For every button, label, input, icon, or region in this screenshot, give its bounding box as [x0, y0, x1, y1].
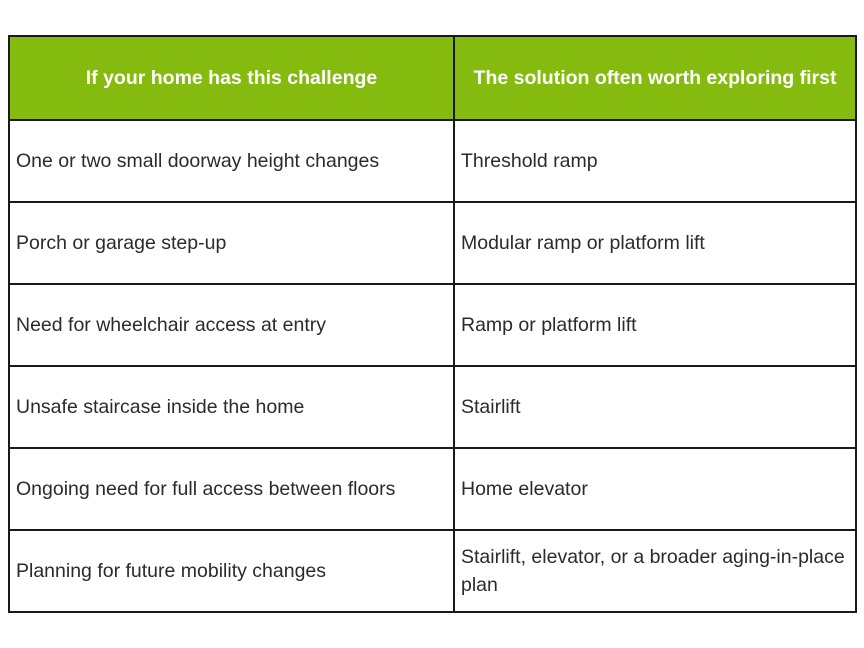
solution-cell: Ramp or platform lift	[454, 284, 856, 366]
table-row	[9, 530, 856, 612]
comparison-table-container	[8, 35, 855, 613]
header-challenge: If your home has this challenge	[9, 36, 454, 120]
challenge-cell: Planning for future mobility changes	[9, 530, 454, 612]
table-row	[9, 120, 856, 202]
challenge-cell: Need for wheelchair access at entry	[9, 284, 454, 366]
challenge-cell: Unsafe staircase inside the home	[9, 366, 454, 448]
table-header-row	[9, 36, 856, 120]
solution-cell: Stairlift	[454, 366, 856, 448]
challenge-cell: One or two small doorway height changes	[9, 120, 454, 202]
header-solution: The solution often worth exploring first	[454, 36, 856, 120]
table-row	[9, 448, 856, 530]
solution-cell: Modular ramp or platform lift	[454, 202, 856, 284]
solution-cell: Threshold ramp	[454, 120, 856, 202]
table-row	[9, 202, 856, 284]
table-row	[9, 284, 856, 366]
solution-cell: Home elevator	[454, 448, 856, 530]
challenge-cell: Porch or garage step-up	[9, 202, 454, 284]
table-row	[9, 366, 856, 448]
solution-cell: Stairlift, elevator, or a broader aging-in-place plan	[454, 530, 856, 612]
challenge-cell: Ongoing need for full access between floors	[9, 448, 454, 530]
challenge-solution-table	[8, 35, 857, 613]
